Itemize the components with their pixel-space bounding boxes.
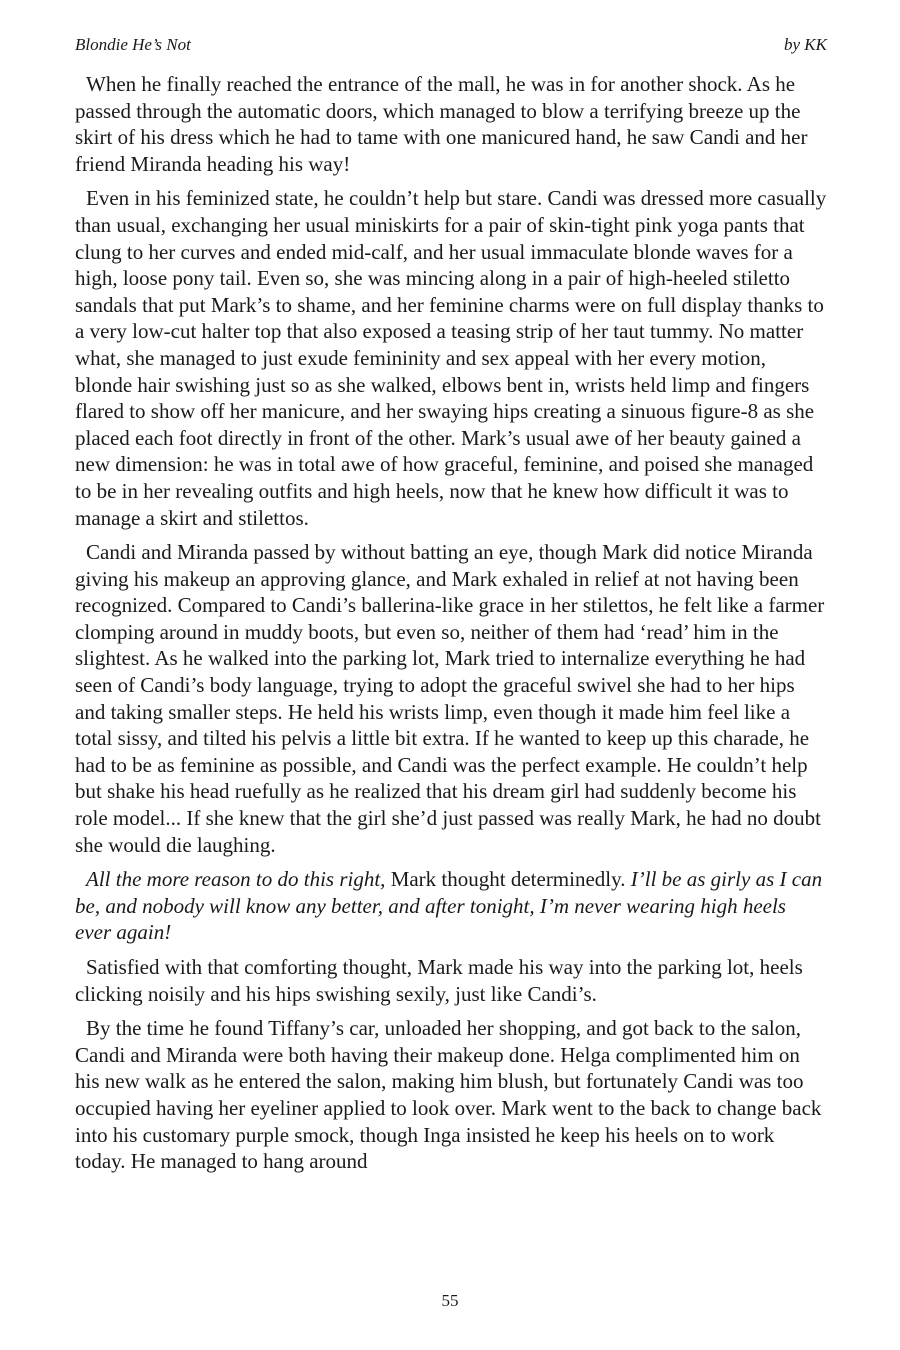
text-body	[75, 71, 827, 1175]
paragraph-text: Satisfied with that comforting thought, Mark made his way into the parking lot, heels clicking noisily and his hips swishing sexily, just like Candi’s.	[75, 955, 803, 1006]
paragraph-2	[75, 185, 827, 531]
italic-thought-1: All the more reason to do this right,	[86, 867, 386, 892]
paragraph-3	[75, 539, 827, 858]
paragraph-6	[75, 1015, 827, 1175]
paragraph-text: Even in his feminized state, he couldn’t help but stare. Candi was dressed more casually than usual, exchanging her usual miniskirts for a pair of skin-tight pink yoga pants that clung to her curves and ended mid-calf, and her usual immaculate blonde waves for a high, loose pony tail. Even so, she was mincing along in a pair of high-heeled stiletto sandals that put Mark’s to shame, and her feminine charms were on full display thanks to a very low-cut halter top that also exposed a teasing strip of her taut tummy. No matter what, she managed to just exude femininity and sex appeal with her every motion, blonde hair swishing just so as she walked, elbows bent in, wrists held limp and fingers flared to show off her manicure, and her swaying hips creating a sinuous figure-8 as she placed each foot directly in front of the other. Mark’s usual awe of her beauty gained a new dimension: he was in total awe of how graceful, feminine, and poised she managed to be in her revealing outfits and high heels, now that he knew how difficult it was to manage a skirt and stilettos.	[75, 186, 827, 530]
paragraph-1	[75, 71, 827, 177]
running-header	[75, 34, 827, 56]
paragraph-5	[75, 954, 827, 1007]
italic-thought-2: I’ll be as girly as I can be, and nobody will know any better, and after tonight, I’m never wearing high heels ever again!	[75, 867, 823, 945]
page-number: 55	[441, 1291, 459, 1310]
paragraph-text: Mark thought determinedly.	[385, 867, 631, 892]
paragraph-4	[75, 866, 827, 946]
paragraph-text: By the time he found Tiffany’s car, unloaded her shopping, and got back to the salon, Candi and Miranda were both having their makeup done. Helga complimented him on his new walk as he entered the salon, making him blush, but fortunately Candi was too occupied having her eyeliner applied to look over. Mark went to the back to change back into his customary purple smock, though Inga insisted he keep his heels on to work today. He managed to hang around	[75, 1016, 822, 1174]
author-credit: by KK	[784, 35, 827, 54]
paragraph-text: When he finally reached the entrance of the mall, he was in for another shock. As he passed through the automatic doors, which managed to blow a terrifying breeze up the skirt of his dress which he had to tame with one manicured hand, he saw Candi and her friend Miranda heading his way!	[75, 72, 808, 176]
paragraph-text: Candi and Miranda passed by without batting an eye, though Mark did notice Miranda giving his makeup an approving glance, and Mark exhaled in relief at not having been recognized. Compared to Candi’s ballerina-like grace in her stilettos, he felt like a farmer clomping around in muddy boots, but even so, neither of them had ‘read’ him in the slightest. As he walked into the parking lot, Mark tried to internalize everything he had seen of Candi’s body language, trying to adopt the graceful swivel she had to her hips and taking smaller steps. He held his wrists limp, even though it made him feel like a total sissy, and tilted his pelvis a little bit extra. If he wanted to keep up this charade, he had to be as feminine as possible, and Candi was the perfect example. He couldn’t help but shake his head ruefully as he realized that his dream girl had suddenly become his role model... If she knew that the girl she’d just passed was really Mark, he had no doubt she would die laughing.	[75, 540, 825, 857]
book-title: Blondie He’s Not	[75, 35, 191, 54]
